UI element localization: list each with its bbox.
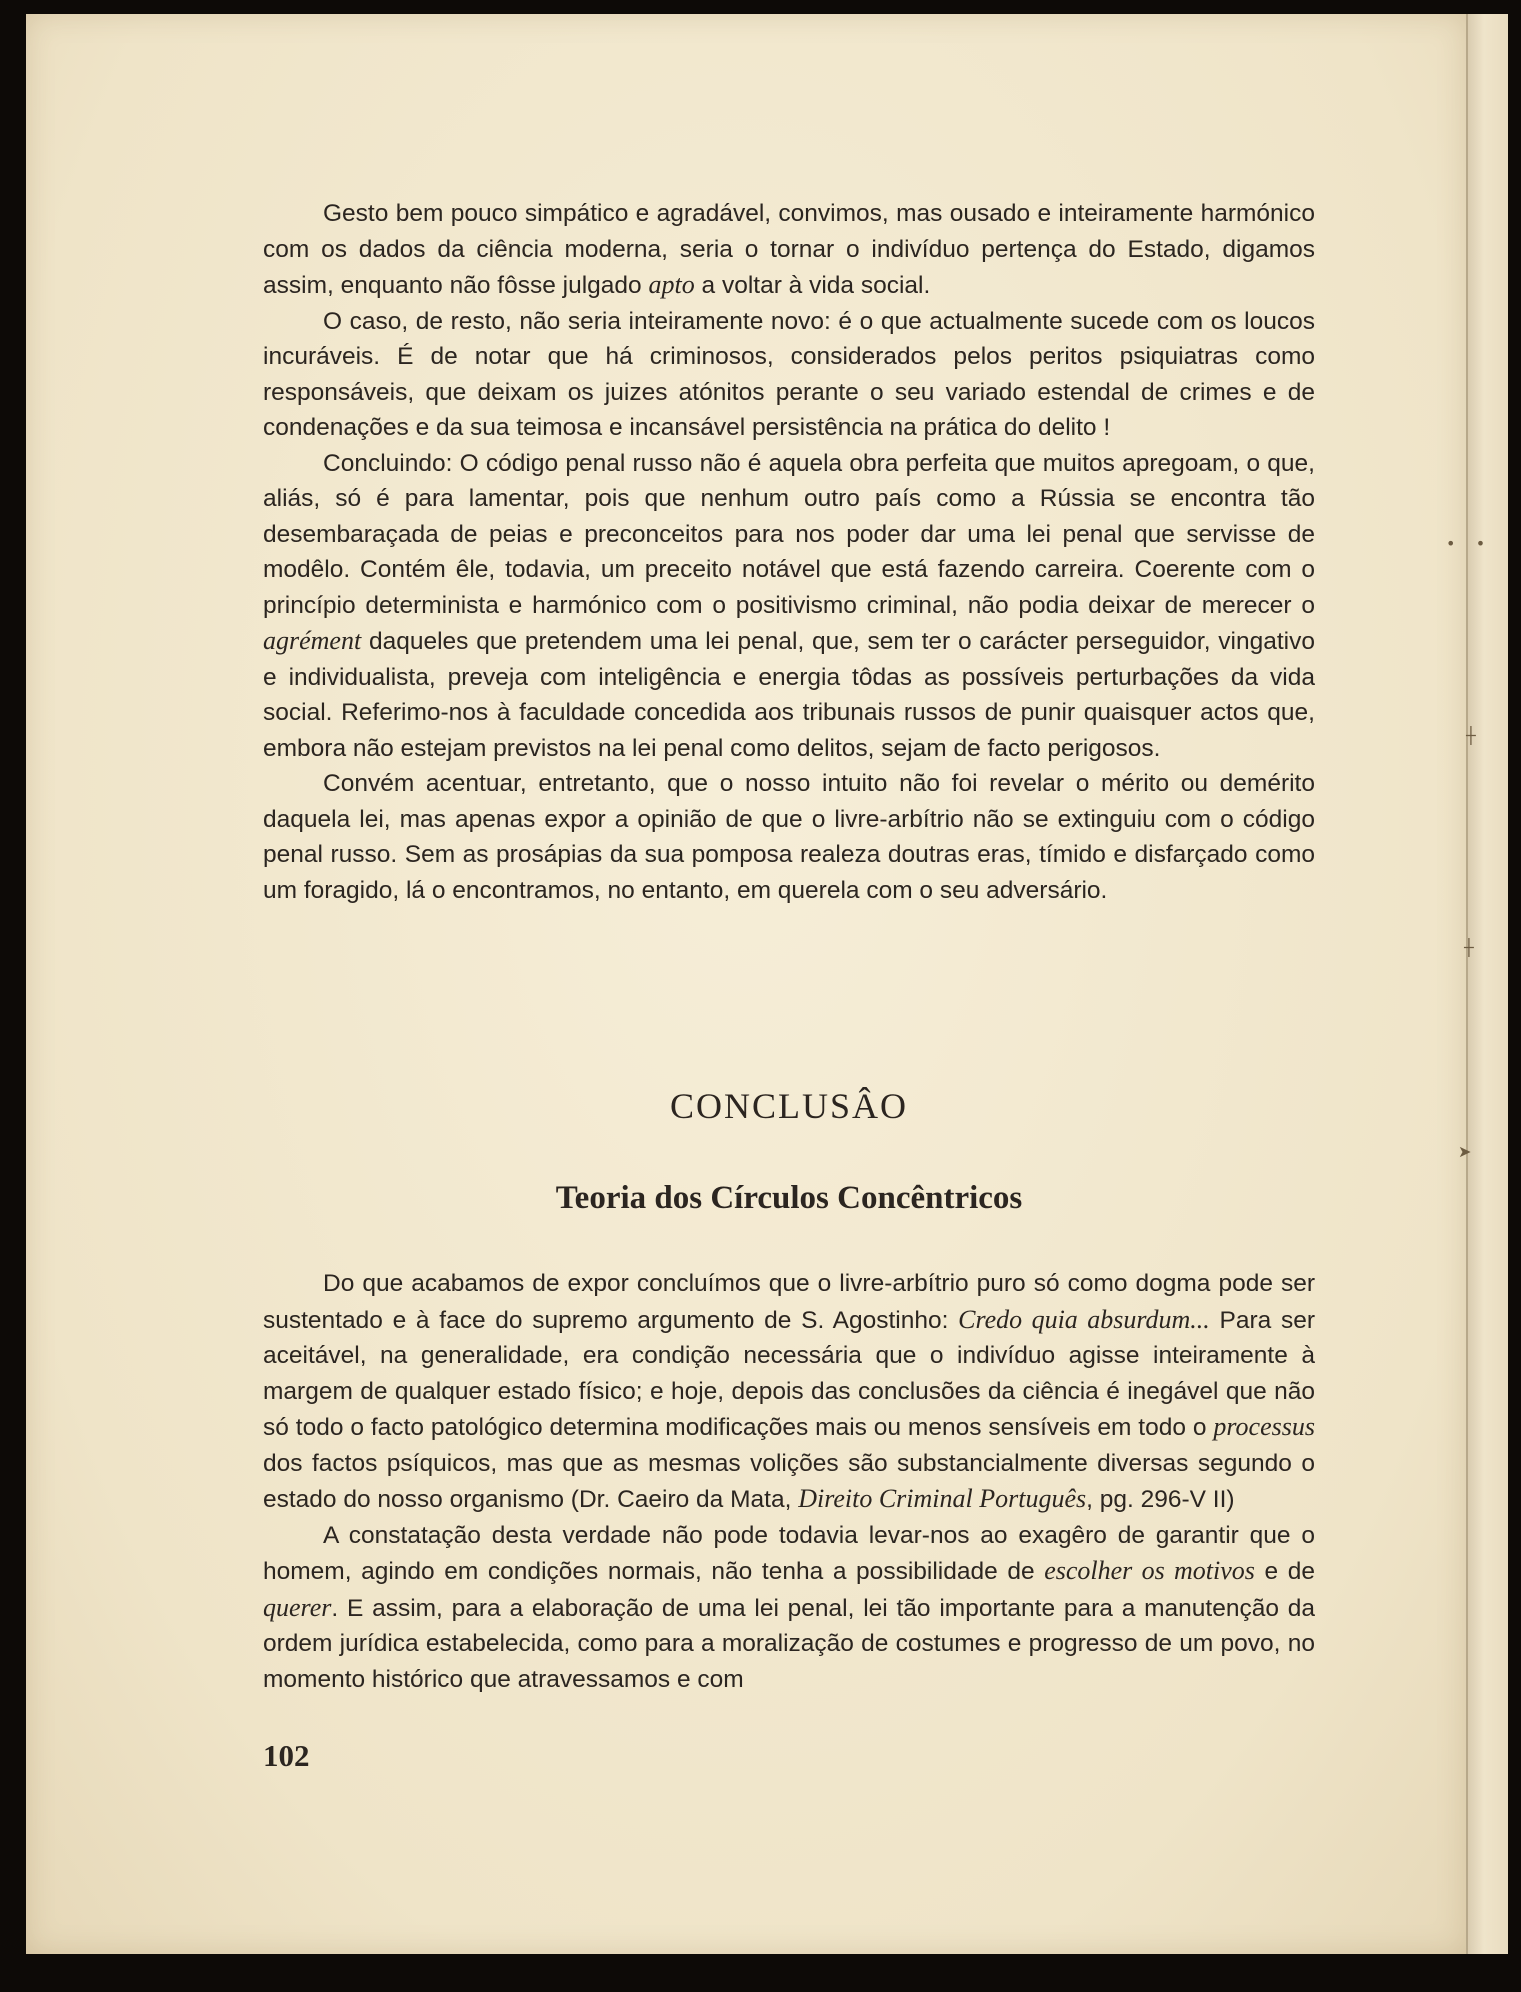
section-heading: CONCLUSÂO: [669, 1086, 909, 1126]
margin-dots-mark: • •: [1446, 534, 1486, 553]
text-run: A constatação desta verdade não pode todavia levar-nos ao exagêro de garantir que o homem, agindo em condições normais, não tenha a possibilidade de: [263, 1521, 1315, 1585]
text-run: Gesto bem pouco simpático e agradável, convimos, mas ousado e inteiramente harmónico com os dados da ciência moderna, seria o tornar o indivíduo pertença do Estado, digamos assim, enquanto não fôsse julgado: [263, 200, 1315, 299]
paragraph: [263, 446, 1315, 767]
italic-run: Direito Criminal Português: [798, 1484, 1087, 1513]
text-run: a voltar à vida social.: [694, 272, 931, 299]
text-run: Para ser aceitável, na generalidade, era condição necessária que o indivíduo agisse inteiramente à margem de qualquer estado físico; e hoje, depois das conclusões da ciência é inegável que não só todo o facto patológico determina modificações mais ou menos sensíveis em todo o: [263, 1306, 1316, 1441]
italic-run: Credo quia absurdum...: [958, 1304, 1210, 1334]
text-run: dos factos psíquicos, mas que as mesmas volições são substancialmente diversas segundo o estado do nosso organismo (Dr. Caeiro da Mata,: [263, 1449, 1315, 1513]
paragraph: [263, 1266, 1315, 1518]
body-text-bottom: [263, 1266, 1315, 1697]
page-number: 102: [263, 1738, 310, 1773]
margin-arrow-mark: ➤: [1458, 1142, 1472, 1161]
text-run: Convém acentuar, entretanto, que o nosso intuito não foi revelar o mérito ou demérito daquela lei, mas apenas expor a opinião de que o livre-arbítrio não se extinguiu com o código penal russo. Sem as prosápias da sua pomposa realeza doutras eras, tímido e disfarçado como um foragido, lá o encontramos, no entanto, em querela com o seu adversário.: [263, 770, 1315, 904]
paragraph: [263, 1518, 1315, 1698]
text-run: . E assim, para a elaboração de uma lei penal, lei tão importante para a manutenção da ordem jurídica estabelecida, como para a moralização de costumes e progresso de um povo, no momento histórico que atravessamos e com: [263, 1594, 1315, 1693]
paragraph: [263, 196, 1315, 304]
italic-run: processus: [1213, 1412, 1315, 1441]
italic-run: escolher os motivos: [1044, 1556, 1255, 1585]
margin-tick-mark: ┼: [1466, 726, 1476, 745]
next-page-edge: [1466, 14, 1508, 1954]
paragraph: [263, 304, 1315, 446]
body-text-top: [263, 196, 1315, 908]
text-run: Concluindo: O código penal russo não é aquela obra perfeita que muitos apregoam, o que, aliás, só é para lamentar, pois que nenhum outro país como a Rússia se encontra tão desembaraçada de peias e preconceitos para nos poder dar uma lei penal que servisse de modêlo. Contém êle, todavia, um preceito notável que está fazendo carreira. Coerente com o princípio determinista e harmónico com o positivismo criminal, não podia deixar de merecer o: [263, 449, 1315, 619]
text-run: O caso, de resto, não seria inteiramente novo: é o que actualmente sucede com os loucos incuráveis. É de notar que há criminosos, considerados pelos peritos psiquiatras como responsáveis, que deixam os juizes atónitos perante o seu variado estendal de crimes e de condenações e da sua teimosa e incansável persistência na prática do delito !: [263, 307, 1315, 441]
italic-run: apto: [648, 270, 695, 299]
text-run: e de: [1254, 1558, 1315, 1585]
text-run: , pg. 296-V II): [1086, 1486, 1235, 1513]
italic-run: querer: [263, 1592, 332, 1622]
section-subheading: Teoria dos Círculos Concêntricos: [555, 1180, 1023, 1216]
italic-run: agrément: [263, 626, 362, 655]
text-run: Do que acabamos de expor concluímos que o livre-arbítrio puro só como dogma pode ser sustentado e à face do supremo argumento de S. Agostinho:: [263, 1270, 1315, 1334]
text-run: daqueles que pretendem uma lei penal, que, sem ter o carácter perseguidor, vingativo e individualista, preveja com inteligência e energia tôdas as possíveis perturbações da vida social. Referimo-nos à faculdade concedida aos tribunais russos de punir quaisquer actos que, embora não estejam previstos na lei penal como delitos, sejam de facto perigosos.: [263, 628, 1315, 762]
paragraph: [263, 766, 1315, 908]
margin-tick-mark: ┼: [1464, 938, 1474, 957]
